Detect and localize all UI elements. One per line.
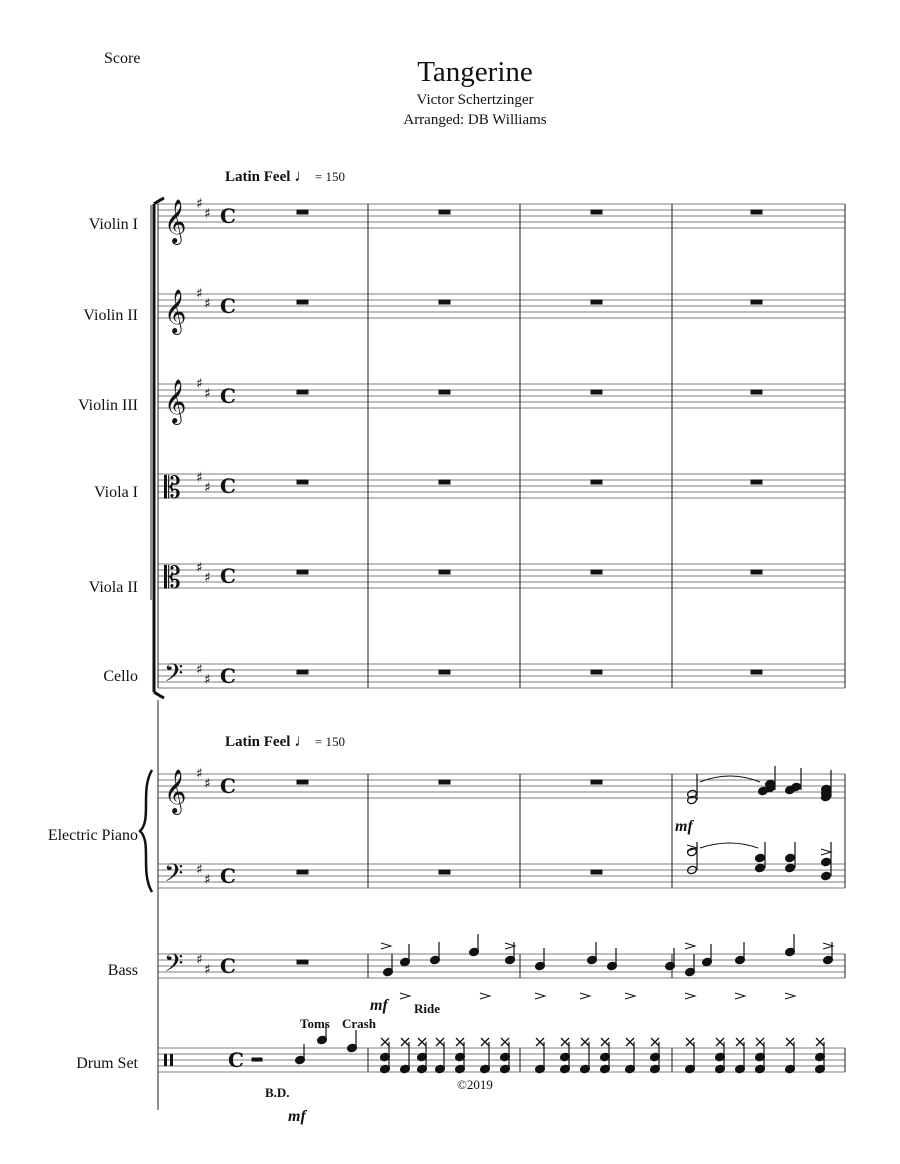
treble-clef: 𝄞 [164, 199, 187, 243]
alto-clef: 𝄡 [164, 561, 181, 596]
bass-clef: 𝄢 [164, 659, 184, 694]
time-signature: C [220, 564, 236, 588]
whole-rest [591, 300, 602, 304]
x-note-head [401, 1038, 409, 1046]
x-note-head [481, 1038, 489, 1046]
tempo-text: Latin Feel [225, 734, 291, 750]
bass-clef: 𝄢 [164, 949, 184, 984]
composer: Victor Schertzinger [416, 92, 534, 108]
x-note-head [536, 1038, 544, 1046]
whole-rest [591, 870, 602, 874]
whole-rest [297, 780, 308, 784]
accent-mark [535, 993, 545, 999]
time-signature: C [220, 474, 236, 498]
whole-rest [591, 670, 602, 674]
accent-mark [785, 993, 795, 999]
instrument-name: Bass [107, 962, 138, 979]
instrument-name: Violin II [83, 307, 138, 324]
instrument-name: Violin III [78, 397, 138, 414]
accent-mark [400, 993, 410, 999]
sharp-sign: ♯ [204, 480, 211, 496]
whole-rest [297, 210, 308, 214]
strings-bracket [154, 198, 164, 698]
note-head [785, 853, 796, 863]
quarter-note-icon: ♩ [294, 731, 312, 750]
time-signature: C [220, 384, 236, 408]
time-signature: C [220, 954, 236, 978]
x-note-head [456, 1038, 464, 1046]
x-note-head [418, 1038, 426, 1046]
instrument-name: Viola II [88, 579, 138, 596]
x-note-head [756, 1038, 764, 1046]
sharp-sign: ♯ [204, 872, 211, 888]
staves [158, 204, 845, 1072]
percussion-clef [170, 1054, 173, 1066]
whole-rest [591, 780, 602, 784]
whole-rest [439, 390, 450, 394]
sharp-sign: ♯ [196, 376, 203, 392]
x-note-head [381, 1038, 389, 1046]
whole-rest [439, 570, 450, 574]
whole-rest [439, 210, 450, 214]
sharp-sign: ♯ [204, 296, 211, 312]
note-head [821, 871, 832, 881]
whole-rest [297, 870, 308, 874]
sharp-sign: ♯ [204, 672, 211, 688]
tempo-bpm: = 150 [314, 734, 345, 749]
whole-rest [591, 390, 602, 394]
note-head [755, 853, 766, 863]
whole-rest [751, 480, 762, 484]
barlines [140, 198, 845, 1110]
sharp-sign: ♯ [204, 386, 211, 402]
sharp-sign: ♯ [196, 286, 203, 302]
accent-mark [625, 993, 635, 999]
sharp-sign: ♯ [204, 206, 211, 222]
x-note-head [601, 1038, 609, 1046]
note-head [785, 863, 796, 873]
whole-rest [297, 300, 308, 304]
whole-rest [751, 570, 762, 574]
instrument-name: Drum Set [76, 1055, 138, 1072]
symbols [164, 196, 244, 1072]
percussion-clef [164, 1054, 167, 1066]
note-head [755, 863, 766, 873]
whole-rest [439, 670, 450, 674]
whole-rest [591, 210, 602, 214]
whole-rest [439, 300, 450, 304]
time-signature: C [220, 774, 236, 798]
copyright: ©2019 [457, 1077, 493, 1092]
note-head [821, 857, 832, 867]
time-signature: C [220, 294, 236, 318]
notes [252, 210, 833, 1074]
sharp-sign: ♯ [196, 560, 203, 576]
whole-rest [591, 480, 602, 484]
sharp-sign: ♯ [204, 962, 211, 978]
x-note-head [686, 1038, 694, 1046]
accent-mark [685, 993, 695, 999]
alto-clef: 𝄡 [164, 471, 181, 506]
sharp-sign: ♯ [204, 776, 211, 792]
time-signature: C [220, 664, 236, 688]
whole-rest [297, 960, 308, 964]
x-note-head [786, 1038, 794, 1046]
x-note-head [626, 1038, 634, 1046]
whole-rest [751, 390, 762, 394]
tempo-bpm: = 150 [314, 169, 345, 184]
page-label: Score [104, 50, 141, 67]
quarter-note-icon: ♩ [294, 166, 312, 185]
whole-rest [297, 480, 308, 484]
whole-rest [439, 480, 450, 484]
treble-clef: 𝄞 [164, 769, 187, 813]
dynamic-drums: mf [288, 1108, 306, 1125]
x-note-head [736, 1038, 744, 1046]
x-note-head [436, 1038, 444, 1046]
bass-clef: 𝄢 [164, 859, 184, 894]
instrument-name: Violin I [88, 216, 138, 233]
sharp-sign: ♯ [196, 662, 203, 678]
sharp-sign: ♯ [196, 766, 203, 782]
x-note-head [651, 1038, 659, 1046]
x-note-head [501, 1038, 509, 1046]
whole-rest [751, 670, 762, 674]
whole-rest [439, 780, 450, 784]
half-rest [252, 1058, 262, 1061]
tie [700, 843, 758, 848]
accent-mark [580, 993, 590, 999]
drum-label-ride: Ride [414, 1001, 440, 1016]
accent-mark [685, 943, 695, 949]
sharp-sign: ♯ [204, 570, 211, 586]
drum-label-toms: Toms [300, 1016, 330, 1031]
x-note-head [816, 1038, 824, 1046]
instrument-name: Cello [103, 668, 138, 685]
whole-rest [297, 390, 308, 394]
piece-title: Tangerine [417, 56, 533, 88]
sharp-sign: ♯ [196, 196, 203, 212]
x-note-head [716, 1038, 724, 1046]
accent-mark [821, 849, 831, 855]
whole-rest [591, 570, 602, 574]
tie [700, 776, 760, 782]
whole-rest [751, 300, 762, 304]
treble-clef: 𝄞 [164, 379, 187, 423]
time-signature: C [228, 1048, 244, 1072]
sharp-sign: ♯ [196, 470, 203, 486]
accent-mark [480, 993, 490, 999]
x-note-head [581, 1038, 589, 1046]
x-note-head [561, 1038, 569, 1046]
whole-rest [297, 570, 308, 574]
accent-mark [381, 943, 391, 949]
accent-mark [735, 993, 745, 999]
whole-rest [297, 670, 308, 674]
dynamic-piano: mf [675, 818, 693, 835]
drum-label-crash: Crash [342, 1016, 376, 1031]
whole-rest [439, 870, 450, 874]
treble-clef: 𝄞 [164, 289, 187, 333]
instrument-name: Electric Piano [47, 827, 138, 844]
whole-rest [751, 210, 762, 214]
tempo-text: Latin Feel [225, 169, 291, 185]
time-signature: C [220, 864, 236, 888]
sharp-sign: ♯ [196, 952, 203, 968]
dynamic-bass: mf [370, 997, 388, 1014]
drum-label-bass-drum: B.D. [265, 1085, 290, 1100]
instrument-name: Viola I [94, 484, 138, 501]
sharp-sign: ♯ [196, 862, 203, 878]
piano-brace [140, 770, 152, 892]
time-signature: C [220, 204, 236, 228]
arranger: Arranged: DB Williams [403, 112, 547, 128]
